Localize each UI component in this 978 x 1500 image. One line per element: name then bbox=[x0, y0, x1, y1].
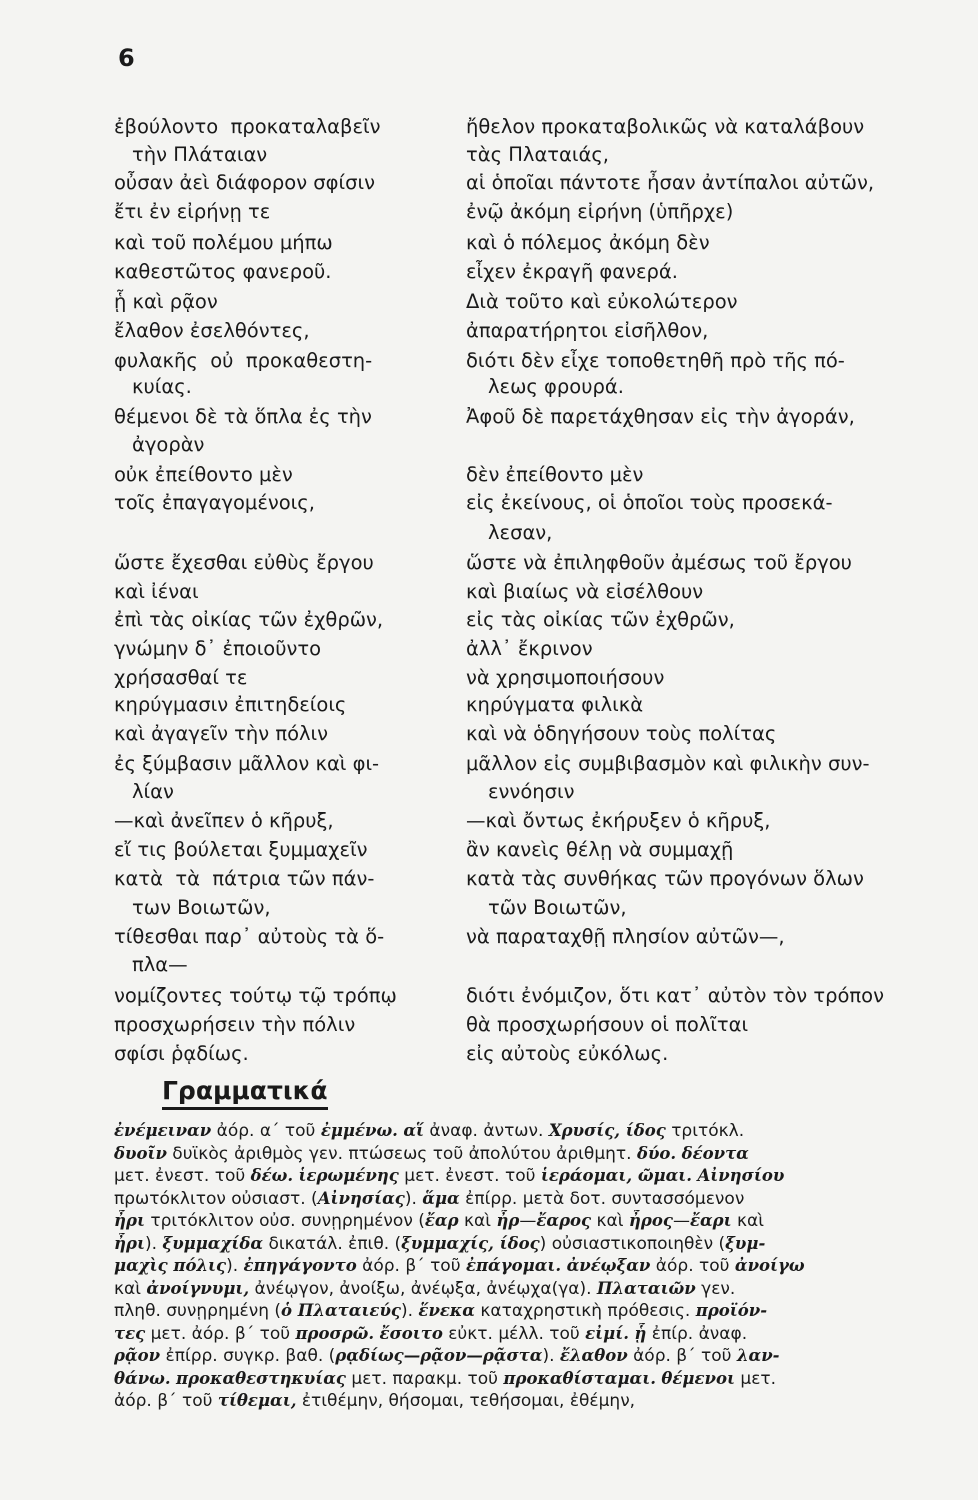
grammar-term: ἦρος bbox=[628, 1211, 673, 1230]
grammar-term: προϊόν- bbox=[695, 1301, 768, 1320]
grammar-term: ρᾳδίως—ρᾷον—ρᾷστα bbox=[335, 1346, 543, 1365]
text-row bbox=[0, 348, 978, 374]
grammar-line bbox=[114, 1210, 966, 1233]
grammar-term: ἔσοιτο bbox=[379, 1323, 443, 1343]
ancient-text: ἔτι ἐν εἰρήνῃ τε bbox=[114, 200, 271, 223]
grammar-term: ἅμα bbox=[422, 1188, 460, 1208]
grammar-heading: Γραμματικά bbox=[162, 1076, 328, 1110]
grammar-text: μετ. bbox=[734, 1368, 777, 1389]
grammar-term: ἱερωμένης bbox=[298, 1166, 399, 1185]
text-row bbox=[0, 579, 978, 605]
grammar-term: ξυμ- bbox=[725, 1233, 766, 1253]
grammar-term: τίθεμαι, bbox=[217, 1391, 297, 1410]
modern-translation: καὶ ὁ πόλεμος ἀκόμη δὲν bbox=[466, 231, 710, 254]
ancient-text: λίαν bbox=[132, 780, 174, 803]
grammar-text: ). bbox=[226, 1256, 244, 1276]
grammar-term: ἔαρι bbox=[689, 1211, 732, 1230]
text-row bbox=[0, 142, 978, 168]
ancient-text: καθεστῶτος φανεροῦ. bbox=[114, 260, 332, 283]
grammar-term: ἦρ bbox=[496, 1211, 520, 1230]
modern-translation: νὰ χρησιμοποιήσουν bbox=[466, 666, 665, 689]
grammar-text: πληθ. συνῃρημένη ( bbox=[114, 1301, 282, 1321]
grammar-term: δέοντα bbox=[681, 1143, 749, 1163]
grammar-text: ). bbox=[400, 1301, 419, 1321]
grammar-text: ἀόρ. α΄ τοῦ bbox=[211, 1121, 321, 1141]
ancient-text: —καὶ ἀνεῖπεν ὁ κῆρυξ, bbox=[114, 809, 334, 832]
grammar-term: Αἰνησίας bbox=[317, 1188, 405, 1208]
modern-translation: ἤθελον προκαταβολικῶς νὰ καταλάβουν bbox=[466, 115, 865, 138]
grammar-text: μετ. ἐνεστ. τοῦ bbox=[398, 1166, 541, 1186]
modern-translation: λεως φρουρά. bbox=[488, 375, 624, 398]
text-row bbox=[0, 432, 978, 458]
grammar-text: ἀόρ. β΄ τοῦ bbox=[627, 1346, 737, 1366]
ancient-text: οὐκ ἐπείθοντο μὲν bbox=[114, 463, 293, 486]
text-row bbox=[0, 636, 978, 662]
ancient-text: φυλακῆς οὐ προκαθεστη- bbox=[114, 349, 373, 372]
grammar-text: ). bbox=[542, 1346, 560, 1366]
ancient-text: τίθεσθαι παρ᾽ αὐτοὺς τὰ ὅ- bbox=[114, 925, 385, 948]
ancient-text: των Βοιωτῶν, bbox=[132, 896, 271, 919]
grammar-notes bbox=[114, 1120, 966, 1413]
grammar-text: εὐκτ. μέλλ. τοῦ bbox=[442, 1323, 586, 1344]
grammar-term: αἵ bbox=[403, 1121, 425, 1140]
grammar-term: ρᾷον bbox=[114, 1346, 161, 1365]
modern-translation: τὰς Πλαταιάς, bbox=[466, 143, 609, 166]
grammar-term: Χρυσίς, ίδος bbox=[548, 1121, 666, 1140]
grammar-term: ἔαρος bbox=[536, 1211, 592, 1230]
text-row bbox=[0, 983, 978, 1009]
modern-translation: εννόησιν bbox=[488, 780, 575, 803]
text-row bbox=[0, 550, 978, 576]
ancient-text: ἐς ξύμβασιν μᾶλλον καὶ φι- bbox=[114, 752, 380, 775]
text-row bbox=[0, 692, 978, 718]
grammar-line bbox=[114, 1368, 966, 1391]
text-row bbox=[0, 259, 978, 285]
ancient-text: ἐπὶ τὰς οἰκίας τῶν ἐχθρῶν, bbox=[114, 608, 384, 631]
grammar-term: προκαθεστηκυίας bbox=[176, 1368, 346, 1388]
text-row bbox=[0, 952, 978, 978]
grammar-term: ἔαρ bbox=[424, 1211, 459, 1230]
ancient-text: τὴν Πλάταιαν bbox=[132, 143, 268, 166]
text-row bbox=[0, 924, 978, 950]
grammar-term: προκαθίσταμαι. bbox=[503, 1368, 656, 1388]
grammar-term: δυοῖν bbox=[114, 1143, 167, 1163]
grammar-text: γεν. bbox=[695, 1278, 736, 1299]
grammar-term: ὁ Πλαταιεύς bbox=[281, 1301, 401, 1320]
modern-translation: ἐνῷ ἀκόμη εἰρήνη (ὑπῆρχε) bbox=[466, 200, 734, 223]
modern-translation: καὶ βιαίως νὰ εἰσέλθουν bbox=[466, 580, 704, 603]
grammar-term: ἦρι bbox=[114, 1211, 145, 1230]
grammar-term: ἐνέμειναν bbox=[114, 1121, 212, 1140]
grammar-text: πρωτόκλιτον οὐσιαστ. ( bbox=[114, 1188, 318, 1209]
grammar-term: Πλαταιῶν bbox=[596, 1278, 696, 1298]
modern-translation: ἂν κανεὶς θέλῃ νὰ συμμαχῇ bbox=[466, 838, 734, 861]
grammar-term: ἦρι bbox=[114, 1233, 145, 1253]
grammar-term: θέμενοι bbox=[661, 1368, 735, 1388]
grammar-text: ἀναφ. ἀντων. bbox=[424, 1121, 549, 1141]
modern-translation: εἶχεν ἐκραγῆ φανερά. bbox=[466, 260, 678, 283]
grammar-term: δέω. bbox=[250, 1166, 294, 1185]
text-row bbox=[0, 1041, 978, 1067]
ancient-text: νομίζοντες τούτῳ τῷ τρόπῳ bbox=[114, 984, 397, 1007]
grammar-text: ἀόρ. β΄ τοῦ bbox=[114, 1391, 218, 1411]
grammar-term: ἐπηγάγοντο bbox=[243, 1256, 357, 1275]
ancient-text: προσχωρήσειν τὴν πόλιν bbox=[114, 1013, 356, 1036]
grammar-term: ἱεράομαι, ῶμαι. bbox=[540, 1166, 693, 1185]
modern-translation: ἀπαρατήρητοι εἰσῆλθον, bbox=[466, 319, 709, 342]
modern-translation: δὲν ἐπείθοντο μὲν bbox=[466, 463, 644, 486]
grammar-text: δικατάλ. ἐπιθ. ( bbox=[263, 1233, 402, 1254]
ancient-text: οὖσαν ἀεὶ διάφορον σφίσιν bbox=[114, 171, 375, 194]
grammar-line bbox=[114, 1323, 966, 1346]
text-row bbox=[0, 170, 978, 196]
grammar-text: μετ. ἀόρ. β΄ τοῦ bbox=[145, 1323, 296, 1344]
text-row bbox=[0, 808, 978, 834]
grammar-term: ἀνοίγω bbox=[734, 1256, 805, 1275]
grammar-text: ἐπίρρ. συγκρ. βαθ. ( bbox=[160, 1346, 336, 1366]
grammar-term: τες bbox=[114, 1323, 146, 1343]
grammar-text: — bbox=[519, 1211, 537, 1231]
grammar-text: ἀόρ. τοῦ bbox=[650, 1256, 735, 1276]
grammar-text: ). bbox=[144, 1233, 163, 1254]
page-number: 6 bbox=[118, 44, 135, 72]
grammar-line bbox=[114, 1143, 966, 1166]
grammar-term: ἐπάγομαι. bbox=[465, 1256, 562, 1275]
text-row bbox=[0, 866, 978, 892]
ancient-text: τοῖς ἐπαγαγομένοις, bbox=[114, 491, 315, 514]
text-row bbox=[0, 404, 978, 430]
modern-translation: ὥστε νὰ ἐπιληφθοῦν ἀμέσως τοῦ ἔργου bbox=[466, 551, 852, 574]
text-row bbox=[0, 607, 978, 633]
grammar-text: ) οὐσιαστικοποιηθὲν ( bbox=[539, 1233, 726, 1254]
text-row bbox=[0, 462, 978, 488]
modern-translation: μᾶλλον εἰς συμβιβασμὸν καὶ φιλικὴν συν- bbox=[466, 752, 870, 775]
grammar-text: μετ. παρακμ. τοῦ bbox=[345, 1368, 504, 1389]
grammar-term: Αἰνησίου bbox=[697, 1166, 785, 1185]
modern-translation: διότι δὲν εἶχε τοποθετηθῆ πρὸ τῆς πό- bbox=[466, 349, 845, 372]
modern-translation: διότι ἐνόμιζον, ὅτι κατ᾽ αὐτὸν τὸν τρόπον bbox=[466, 984, 884, 1007]
grammar-text: καὶ bbox=[114, 1278, 147, 1299]
ancient-text: καὶ ἀγαγεῖν τὴν πόλιν bbox=[114, 722, 329, 745]
grammar-term: δύο. bbox=[636, 1143, 677, 1163]
grammar-text: τριτόκλιτον οὐσ. συνῃρημένον ( bbox=[144, 1211, 425, 1231]
ancient-text: θέμενοι δὲ τὰ ὅπλα ἐς τὴν bbox=[114, 405, 372, 428]
grammar-term: ξυμμαχίδα bbox=[162, 1233, 264, 1253]
grammar-text: καὶ bbox=[458, 1211, 497, 1231]
text-row bbox=[0, 114, 978, 140]
text-row bbox=[0, 751, 978, 777]
text-row bbox=[0, 490, 978, 516]
grammar-line bbox=[114, 1165, 966, 1188]
grammar-term: ἔλαθον bbox=[559, 1346, 628, 1365]
grammar-line bbox=[114, 1390, 966, 1413]
grammar-line bbox=[114, 1255, 966, 1278]
grammar-line bbox=[114, 1278, 966, 1301]
modern-translation: Ἀφοῦ δὲ παρετάχθησαν εἰς τὴν ἀγοράν, bbox=[466, 405, 855, 428]
grammar-line bbox=[114, 1120, 966, 1143]
grammar-term: προσρῶ. bbox=[295, 1323, 375, 1343]
grammar-text: ἐπίρρ. μετὰ δοτ. συντασσόμενον bbox=[459, 1188, 745, 1209]
grammar-text: δυϊκὸς ἀριθμὸς γεν. πτώσεως τοῦ ἀπολύτου ἀριθμητ. bbox=[166, 1143, 637, 1164]
ancient-text: πλα— bbox=[132, 953, 188, 976]
grammar-text: — bbox=[672, 1211, 690, 1231]
ancient-text: χρήσασθαί τε bbox=[114, 666, 248, 689]
text-row bbox=[0, 665, 978, 691]
modern-translation: θὰ προσχωρήσουν οἱ πολῖται bbox=[466, 1013, 749, 1036]
grammar-term: ἕνεκα bbox=[418, 1301, 475, 1320]
ancient-text: ὥστε ἔχεσθαι εὐθὺς ἔργου bbox=[114, 551, 374, 574]
text-row bbox=[0, 837, 978, 863]
grammar-text: καὶ bbox=[591, 1211, 629, 1231]
ancient-text: κατὰ τὰ πάτρια τῶν πάν- bbox=[114, 867, 375, 890]
grammar-term: λαν- bbox=[736, 1346, 780, 1365]
text-row bbox=[0, 895, 978, 921]
grammar-text: ). bbox=[404, 1188, 423, 1209]
modern-translation: λεσαν, bbox=[488, 521, 553, 544]
modern-translation: εἰς αὐτοὺς εὐκόλως. bbox=[466, 1042, 669, 1065]
grammar-term: μαχὶς πόλις bbox=[114, 1256, 227, 1275]
grammar-term: ᾗ bbox=[634, 1323, 647, 1343]
modern-translation: νὰ παραταχθῇ πλησίον αὐτῶν—, bbox=[466, 925, 785, 948]
ancient-text: καὶ τοῦ πολέμου μήπω bbox=[114, 231, 333, 254]
modern-translation: εἰς τὰς οἰκίας τῶν ἐχθρῶν, bbox=[466, 608, 735, 631]
modern-translation: αἱ ὁποῖαι πάντοτε ἦσαν ἀντίπαλοι αὐτῶν, bbox=[466, 171, 875, 194]
text-row bbox=[0, 779, 978, 805]
grammar-line bbox=[114, 1345, 966, 1368]
grammar-text: ἐτιθέμην, θήσομαι, τεθήσομαι, ἐθέμην, bbox=[296, 1391, 636, 1411]
grammar-term: ἀνέῳξαν bbox=[566, 1256, 651, 1275]
grammar-text: καταχρηστικὴ πρόθεσις. bbox=[475, 1301, 696, 1321]
grammar-text: ἀνέῳγον, ἀνοίξω, ἀνέῳξα, ἀνέῳχα(γα). bbox=[249, 1278, 597, 1299]
modern-translation: ἀλλ᾽ ἔκρινον bbox=[466, 637, 593, 660]
grammar-term: ἐμμένω. bbox=[320, 1121, 398, 1140]
text-row bbox=[0, 289, 978, 315]
ancient-text: κυίας. bbox=[132, 375, 192, 398]
grammar-line bbox=[114, 1233, 966, 1256]
grammar-term: εἰμί. bbox=[585, 1323, 629, 1343]
ancient-text: ἐβούλοντο προκαταλαβεῖν bbox=[114, 115, 381, 138]
text-row bbox=[0, 199, 978, 225]
text-row bbox=[0, 230, 978, 256]
text-row bbox=[0, 721, 978, 747]
grammar-text: ἐπίρ. ἀναφ. bbox=[646, 1323, 748, 1344]
modern-translation: τῶν Βοιωτῶν, bbox=[488, 896, 627, 919]
ancient-text: ἔλαθον ἐσελθόντες, bbox=[114, 319, 310, 342]
modern-translation: κατὰ τὰς συνθήκας τῶν προγόνων ὅλων bbox=[466, 867, 864, 890]
modern-translation: καὶ νὰ ὁδηγήσουν τοὺς πολίτας bbox=[466, 722, 777, 745]
modern-translation: Διὰ τοῦτο καὶ εὐκολώτερον bbox=[466, 290, 738, 313]
modern-translation: κηρύγματα φιλικὰ bbox=[466, 693, 644, 716]
grammar-text: μετ. ἐνεστ. τοῦ bbox=[114, 1166, 251, 1186]
ancient-text: καὶ ἰέναι bbox=[114, 580, 199, 603]
modern-translation: —καὶ ὄντως ἐκήρυξεν ὁ κῆρυξ, bbox=[466, 809, 771, 832]
ancient-text: κηρύγμασιν ἐπιτηδείοις bbox=[114, 693, 347, 716]
text-row bbox=[0, 318, 978, 344]
grammar-term: θάνω. bbox=[114, 1368, 171, 1388]
ancient-text: ᾗ καὶ ρᾷον bbox=[114, 290, 218, 313]
text-row bbox=[0, 1012, 978, 1038]
ancient-text: εἴ τις βούλεται ξυμμαχεῖν bbox=[114, 838, 368, 861]
grammar-line bbox=[114, 1188, 966, 1211]
grammar-line bbox=[114, 1300, 966, 1323]
grammar-text: τριτόκλ. bbox=[665, 1121, 745, 1141]
ancient-text: ἀγορὰν bbox=[132, 433, 205, 456]
grammar-text: καὶ bbox=[731, 1211, 765, 1231]
grammar-term: ξυμμαχίς, ίδος bbox=[401, 1233, 540, 1253]
grammar-term: ἀνοίγνυμι, bbox=[146, 1278, 250, 1298]
ancient-text: σφίσι ῥᾳδίως. bbox=[114, 1042, 249, 1065]
grammar-text: ἀόρ. β΄ τοῦ bbox=[356, 1256, 466, 1276]
ancient-text: γνώμην δ᾽ ἐποιοῦντο bbox=[114, 637, 322, 660]
text-row bbox=[0, 374, 978, 400]
modern-translation: εἰς ἐκείνους, οἱ ὁποῖοι τοὺς προσεκά- bbox=[466, 491, 833, 514]
text-row bbox=[0, 520, 978, 546]
